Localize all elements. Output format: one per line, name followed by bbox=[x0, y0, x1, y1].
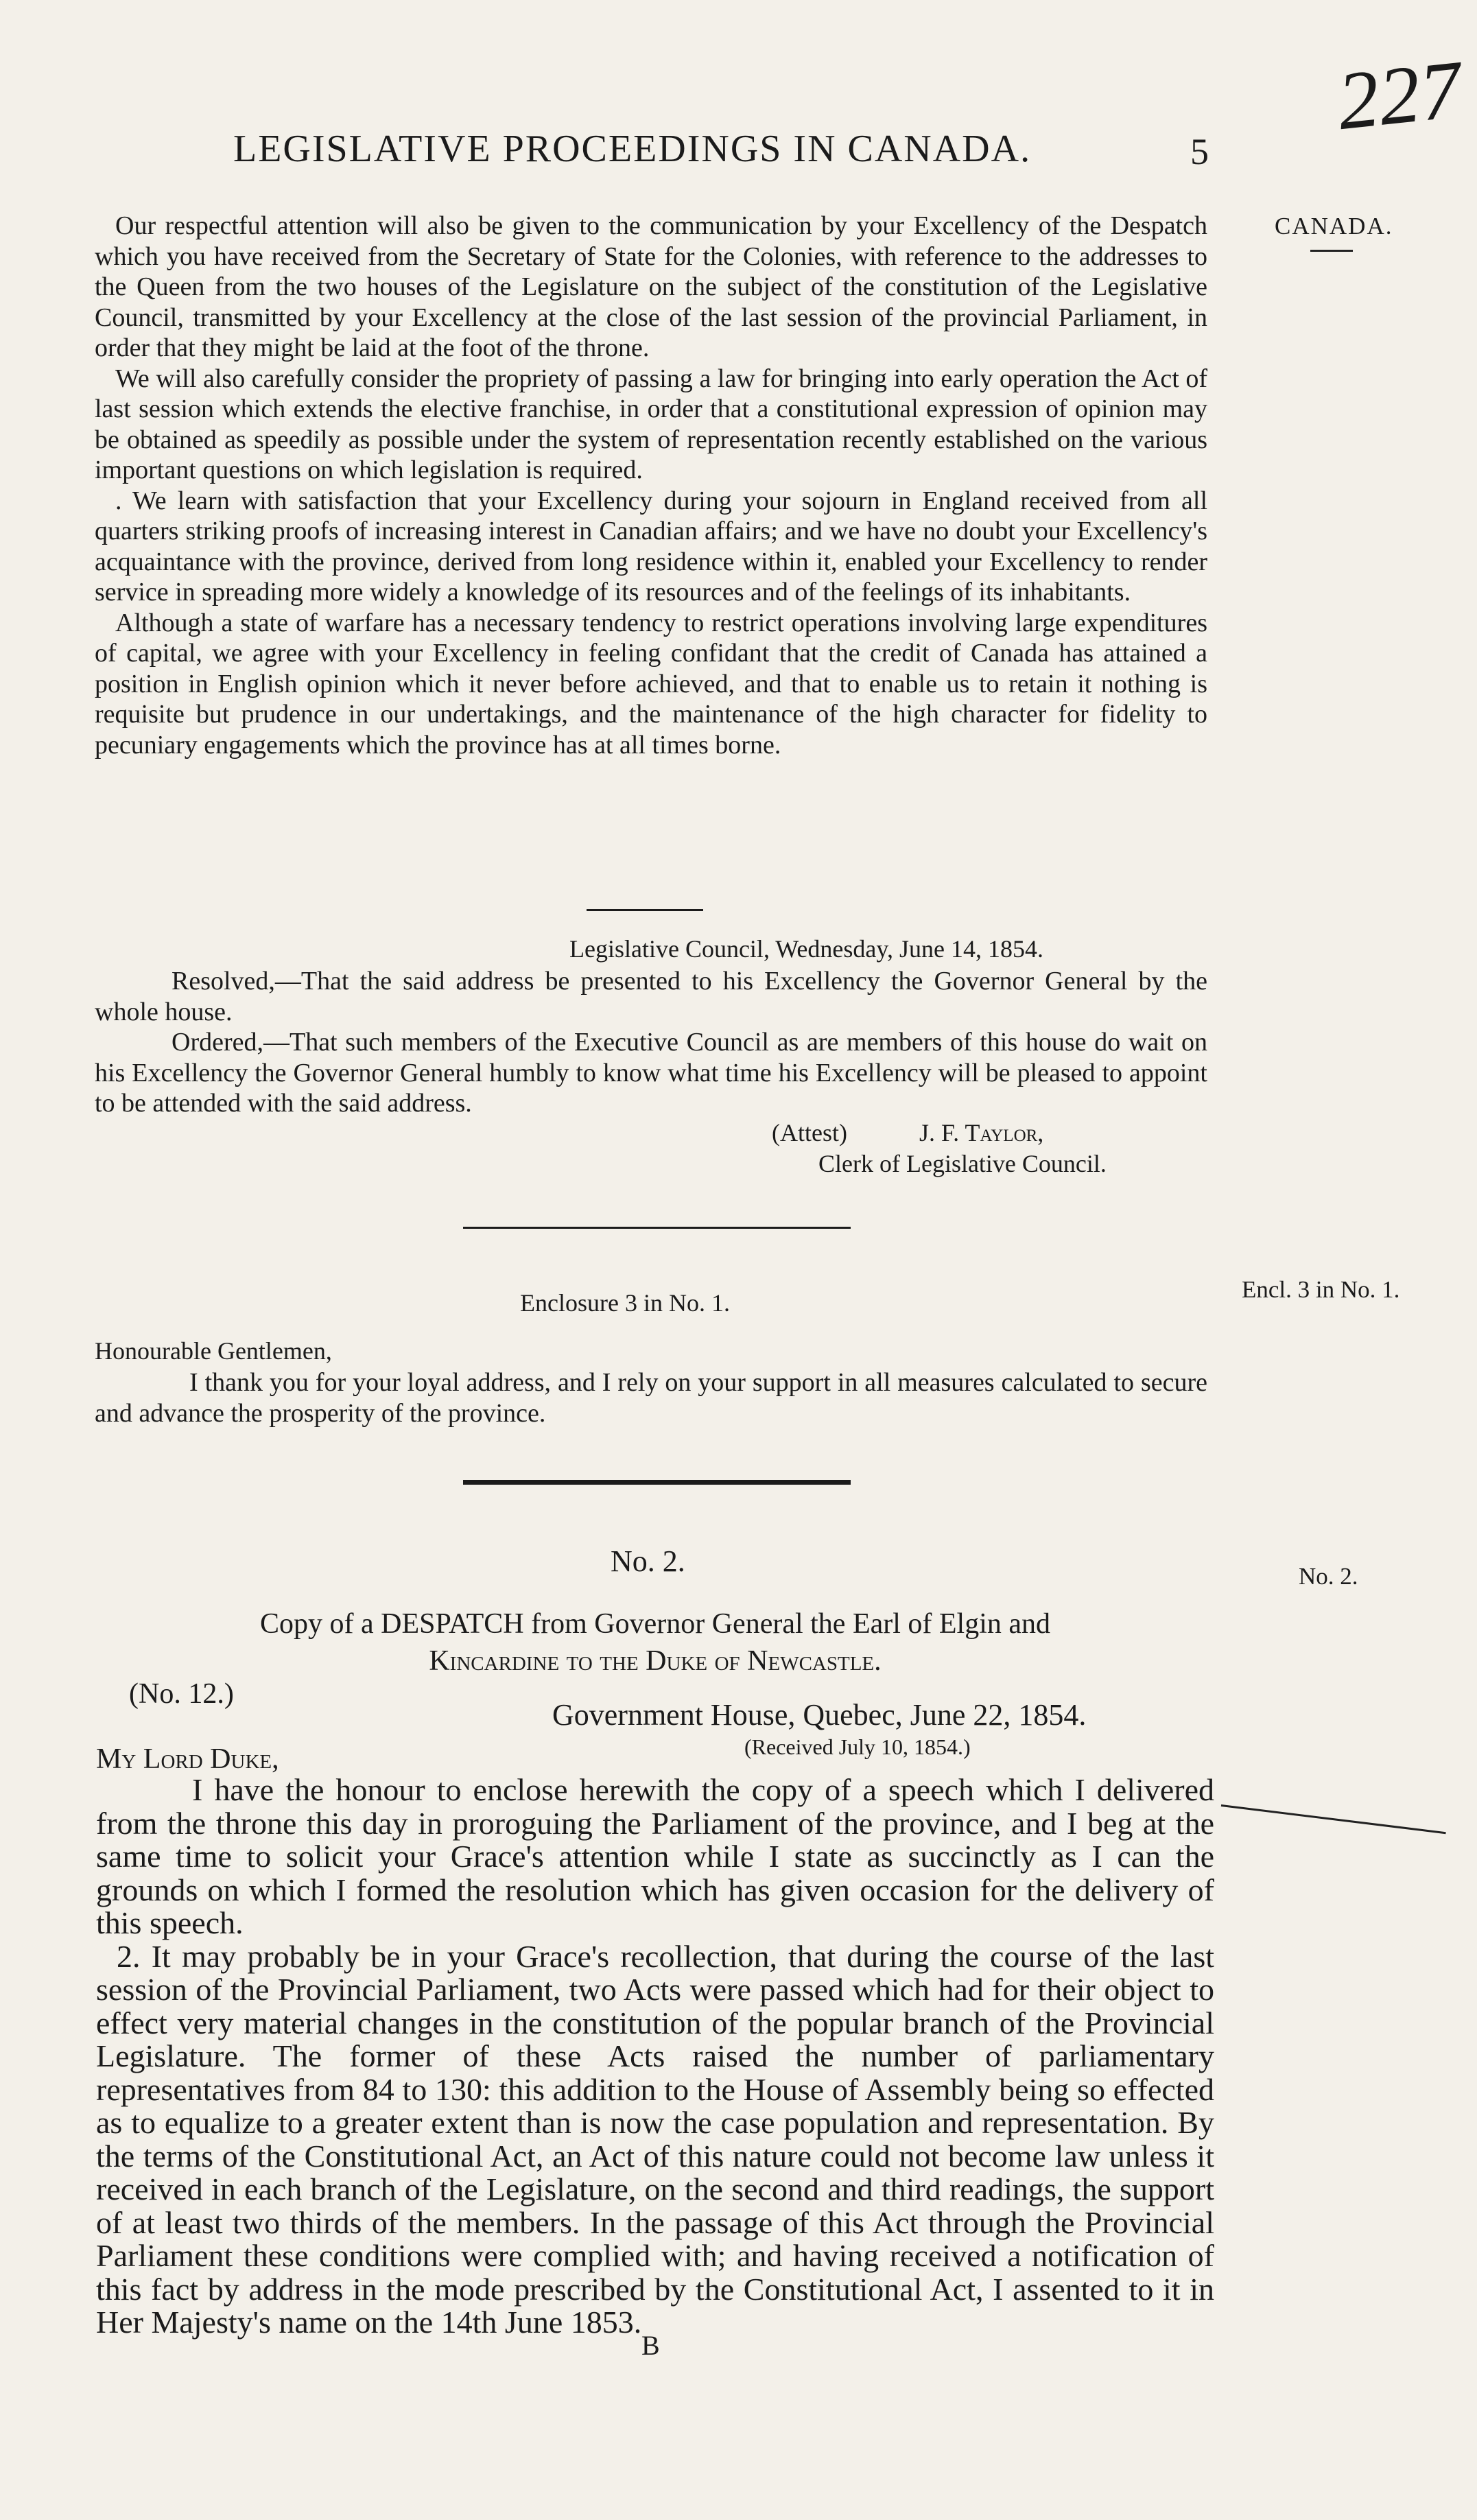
address-paragraph: We will also carefully consider the propriety of passing a law for bringing into early operation the Act of last session which extends the elective franchise, in order that a constitutional expression of opinion may be obtained as speedily as possible under the system of representation recently established on the various important questions on which legislation is required. bbox=[95, 364, 1207, 484]
pen-stroke-mark bbox=[1221, 1804, 1446, 1834]
enclosure-salutation: Honourable Gentlemen, bbox=[95, 1337, 332, 1365]
margin-rule bbox=[1310, 250, 1353, 252]
despatch-title-line: Kincardine to the Duke of Newcastle. bbox=[429, 1645, 882, 1677]
document-heading-no2: No. 2. bbox=[611, 1544, 685, 1578]
running-head: LEGISLATIVE PROCEEDINGS IN CANADA. bbox=[233, 128, 1032, 170]
section-divider bbox=[587, 909, 703, 911]
council-dateline: Legislative Council, Wednesday, June 14, 1854. bbox=[569, 935, 1043, 963]
resolved-text: Resolved,—That the said address be presented to his Excellency the Governor General by the whole house. bbox=[95, 967, 1207, 1026]
enclosure-body bbox=[95, 1367, 1207, 1428]
section-divider-heavy bbox=[463, 1480, 851, 1485]
signer-title: Clerk of Legislative Council. bbox=[818, 1150, 1107, 1177]
attest-label: (Attest) bbox=[772, 1119, 847, 1146]
despatch-paragraph: I have the honour to enclose herewith the copy of a speech which I delivered from the throne this day in proroguing the Parliament of the province, and I beg at the same time to solicit your Grace's attention while I state as succinctly as I can the grounds on which I formed the resolution which has given occasion for the delivery of this speech. bbox=[96, 1772, 1214, 1940]
enclosure-text: I thank you for your loyal address, and I rely on your support in all measures calculated to secure and advance the prosperity of the province. bbox=[95, 1368, 1207, 1428]
margin-note-enclosure: Encl. 3 in No. 1. bbox=[1242, 1276, 1400, 1303]
handwritten-folio-number: 227 bbox=[1333, 43, 1466, 148]
margin-note-no2: No. 2. bbox=[1299, 1563, 1358, 1590]
ordered-text: Ordered,—That such members of the Executive Council as are members of this house do wait on his Excellency the Governor General humbly to know what time his Excellency will be pleased to appoint to be attended with the said address. bbox=[95, 1028, 1207, 1118]
despatch-title-line: Copy of a DESPATCH from Governor General the Earl of Elgin and bbox=[259, 1608, 1051, 1640]
signature-mark: B bbox=[641, 2330, 660, 2361]
despatch-ref: (No. 12.) bbox=[129, 1678, 234, 1710]
address-paragraph: Although a state of warfare has a necessary tendency to restrict operations involving large expenditures of capital, we agree with your Excellency in feeling confidant that the credit of Canada has attained a position in English opinion which it never before achieved, and that to enable us to retain it nothing is requisite but prudence in our undertakings, and the maintenance of the high character for fidelity to pecuniary engagements which the province has at all times borne. bbox=[95, 608, 1207, 759]
margin-note-canada: CANADA. bbox=[1275, 213, 1393, 239]
received-date: (Received July 10, 1854.) bbox=[744, 1734, 971, 1759]
despatch-paragraph: 2. It may probably be in your Grace's recollection, that during the course of the last session of the Provincial Parliament, two Acts were passed which had for their object to effect very material changes in the constitution of the popular branch of the Provincial Legislature. The former of these Acts raised the number of parliamentary representatives from 84 to 130: this addition to the House of Assembly being so effected as to equalize to a greater extent than is now the case population and representation. By the terms of the Constitutional Act, an Act of this nature could not become law unless it received in each branch of the Legislature, on the second and third readings, the support of at least two thirds of the members. In the passage of this Act through the Provincial Parliament these conditions were complied with; and having received a notification of this fact by address in the mode prescribed by the Constitutional Act, I assented to it in Her Majesty's name on the 14th June 1853. bbox=[96, 1938, 1214, 2340]
despatch-body bbox=[96, 1774, 1214, 2340]
enclosure-heading: Enclosure 3 in No. 1. bbox=[520, 1289, 730, 1317]
despatch-title bbox=[96, 1605, 1214, 1680]
despatch-dateline: Government House, Quebec, June 22, 1854. bbox=[552, 1698, 1087, 1732]
address-paragraph: . We learn with satisfaction that your Excellency during your sojourn in England received from all quarters striking proofs of increasing interest in Canadian affairs; and we have no doubt your Excellency's acquaintance with the province, derived from long residence within it, enabled your Excellency to render service in spreading more widely a knowledge of its resources and of the feelings of its inhabitants. bbox=[95, 486, 1207, 607]
section-divider bbox=[463, 1227, 851, 1229]
signer-name: J. F. Taylor, bbox=[919, 1119, 1044, 1146]
page-number: 5 bbox=[1190, 131, 1209, 172]
council-resolutions bbox=[95, 966, 1207, 1119]
address-paragraph: Our respectful attention will also be given to the communication by your Excellency of the Despatch which you have received from the Secretary of State for the Colonies, with reference to the addresses to the Queen from the two houses of the Legislature on the subject of the constitution of the Legislative Council, transmitted by your Excellency at the close of the last session of the provincial Parliament, in order that they might be laid at the foot of the throne. bbox=[95, 211, 1207, 362]
address-text bbox=[95, 211, 1207, 760]
despatch-salutation: My Lord Duke, bbox=[96, 1743, 279, 1775]
